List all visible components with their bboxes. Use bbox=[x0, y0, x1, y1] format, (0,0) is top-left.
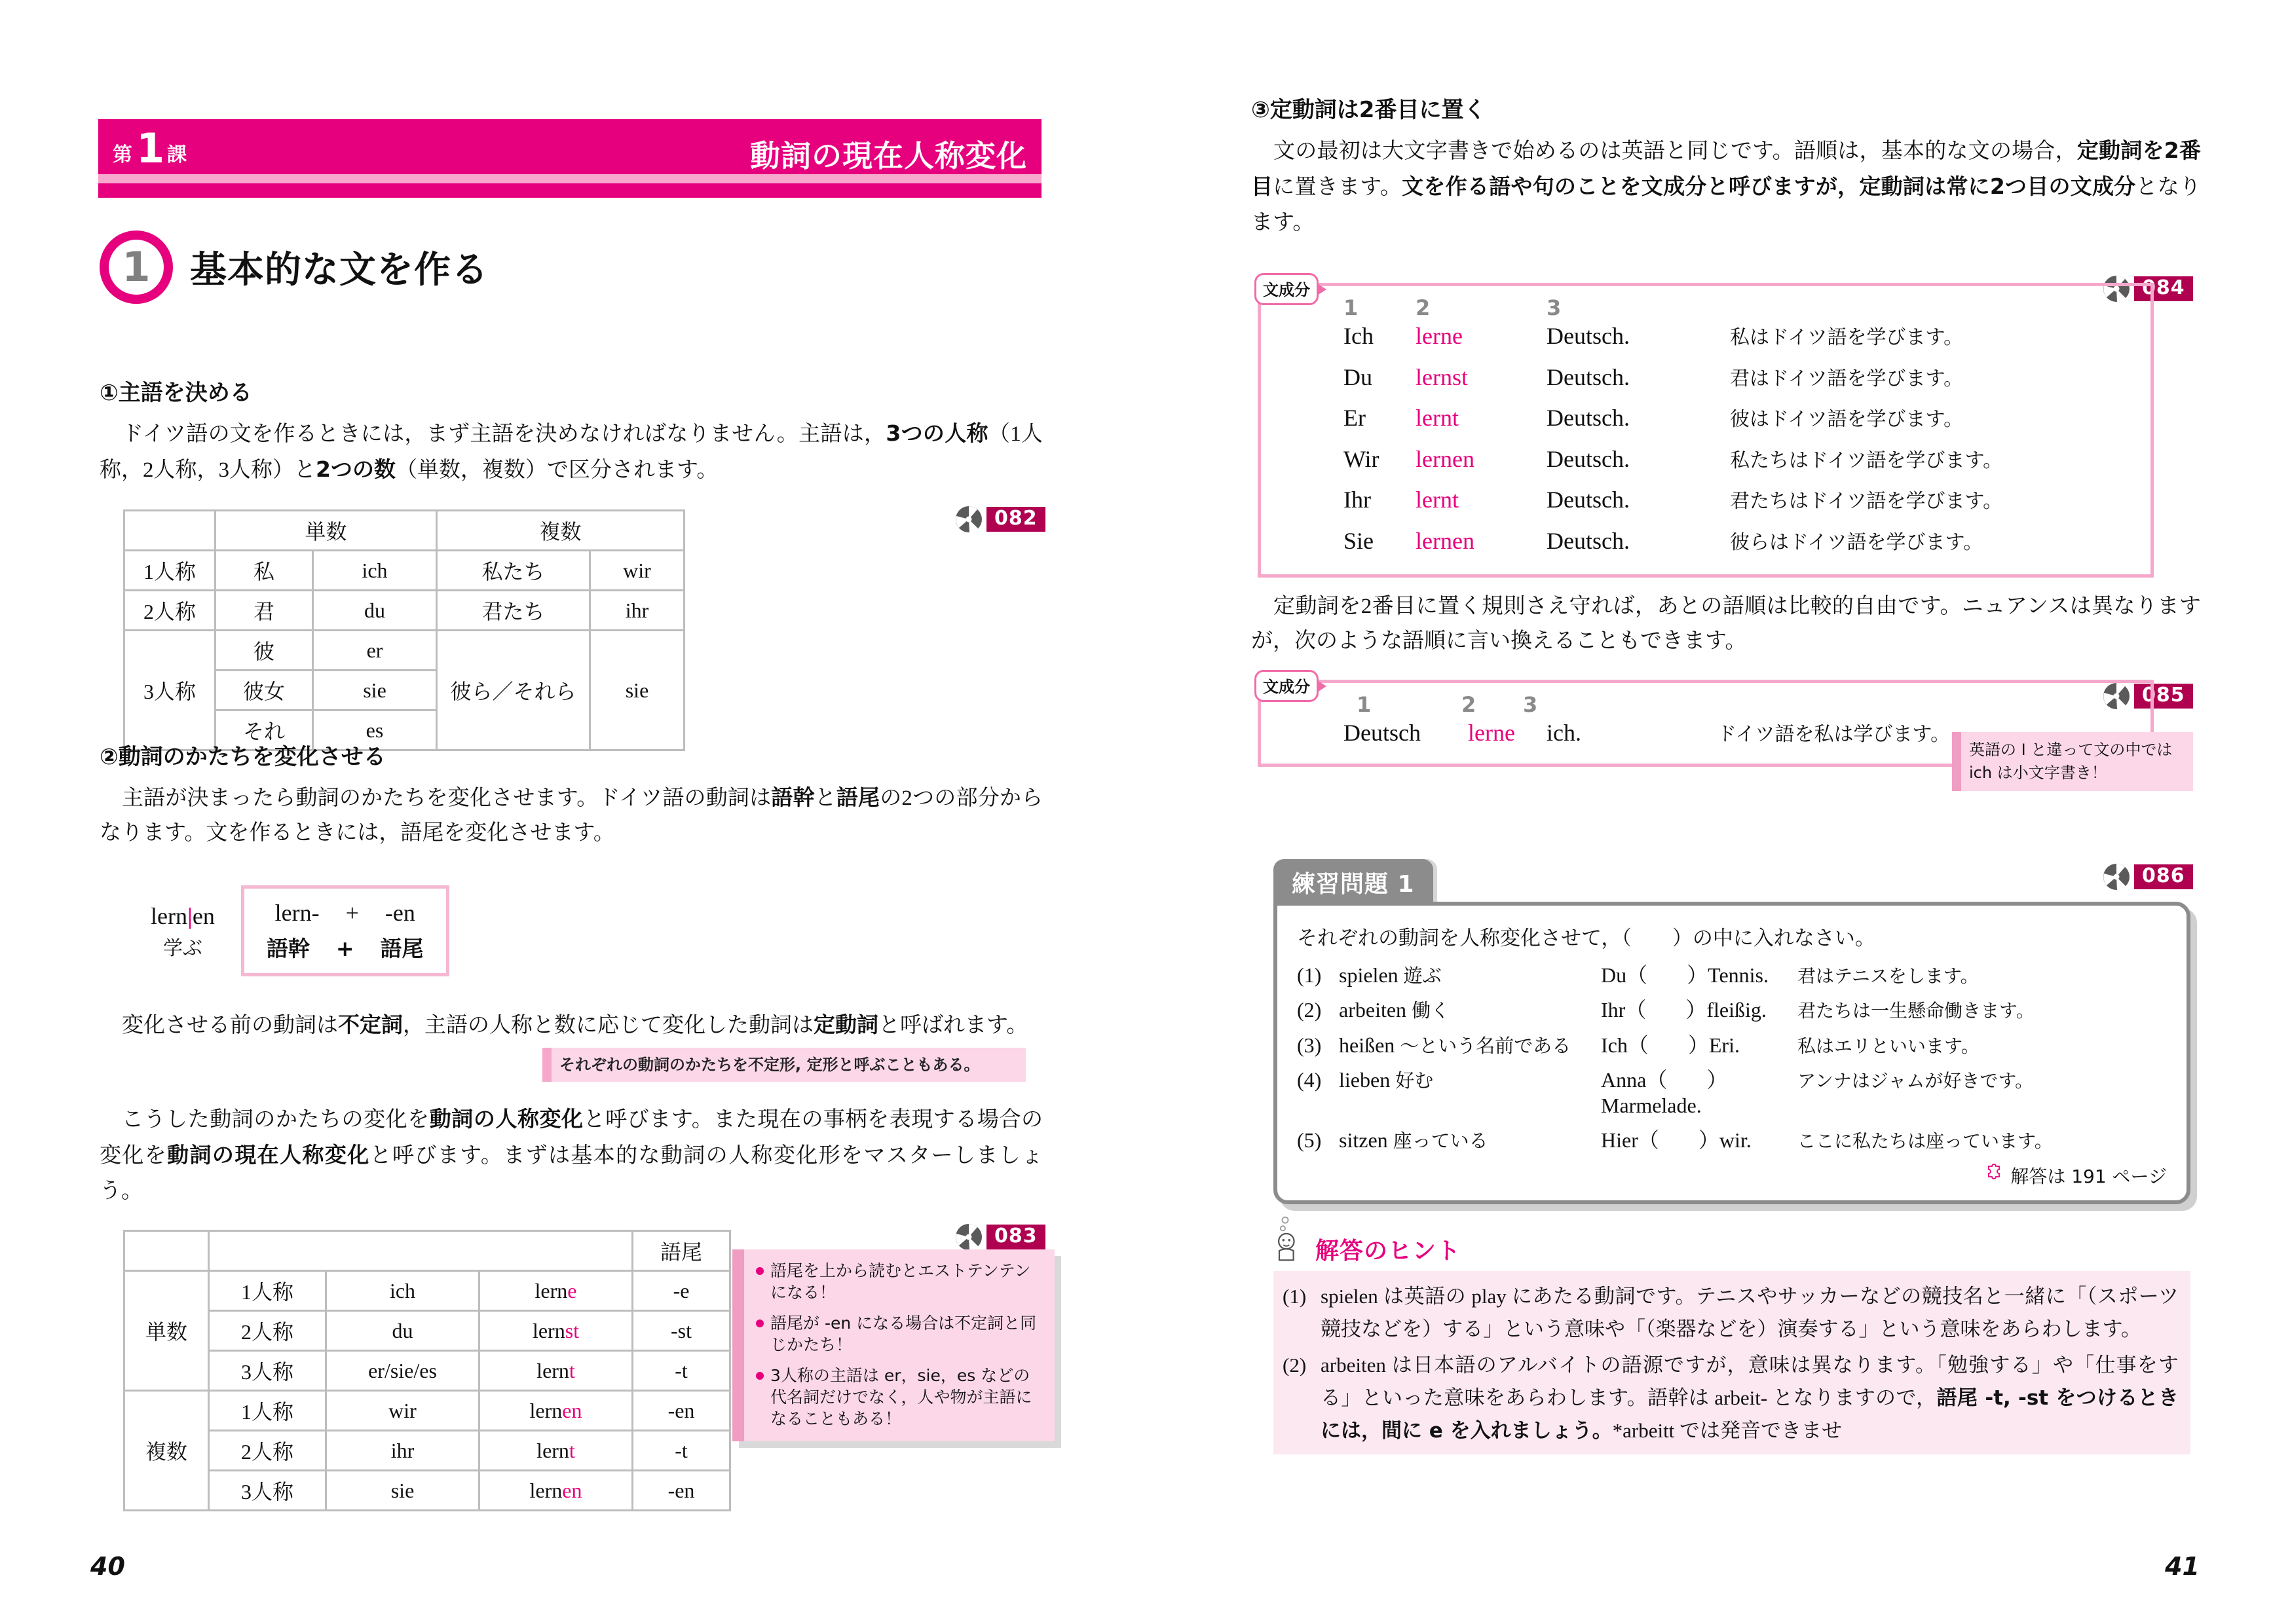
question-verb: sitzen 座っている bbox=[1339, 1128, 1488, 1152]
bunseibun-tag-084 bbox=[1254, 273, 1326, 305]
bunseibun-label: 文成分 bbox=[1254, 670, 1319, 702]
conj-person-3: 3人称 bbox=[209, 1351, 326, 1391]
paragraph-3 bbox=[100, 1007, 1043, 1043]
cd-icon bbox=[955, 506, 983, 533]
subject-cell: Wir bbox=[1343, 445, 1380, 472]
question-translation: アンナはジャムが好きです。 bbox=[1797, 1070, 2034, 1092]
verb-cell: lerne bbox=[1468, 720, 1515, 746]
conj-ending-2: -st bbox=[633, 1311, 730, 1351]
hint-title: 解答のヒント bbox=[1315, 1238, 1461, 1264]
pronoun-sg-de-5: es bbox=[313, 710, 437, 750]
chevron-right-icon bbox=[1317, 284, 1326, 295]
conj-verb-1: lerne bbox=[479, 1271, 633, 1311]
example-row bbox=[1343, 525, 2150, 557]
section-heading bbox=[100, 231, 489, 304]
list-item: 3人称の主語は er，sie，es などの代名詞だけでなく，人や物が主語になることもある！ bbox=[753, 1365, 1043, 1430]
pronoun-pl-de-1: wir bbox=[590, 551, 685, 591]
object-cell: Deutsch. bbox=[1547, 487, 1630, 513]
object-cell: Deutsch. bbox=[1547, 527, 1630, 554]
lesson-prefix: 第 bbox=[113, 143, 132, 166]
side-note-list bbox=[753, 1260, 1043, 1430]
audio-track-number: 083 bbox=[986, 1225, 1045, 1249]
question-number: (4) bbox=[1297, 1068, 1322, 1092]
pronoun-table bbox=[123, 509, 685, 751]
slot-number-3: 3 bbox=[1547, 295, 1562, 320]
para5-d: 文を作る語や句のことを文成分と呼びますが， bbox=[1402, 174, 1860, 200]
lesson-suffix: 課 bbox=[167, 143, 187, 166]
para5-c: に置きます。 bbox=[1273, 175, 1402, 200]
table-row bbox=[124, 631, 685, 671]
lesson-number-group bbox=[113, 124, 187, 172]
para5-f: となります。 bbox=[1251, 175, 2202, 234]
table-row bbox=[124, 1431, 730, 1471]
conjugation-table-wrapper bbox=[123, 1230, 731, 1511]
banner-stripe bbox=[98, 174, 1042, 183]
subject-cell: Sie bbox=[1343, 527, 1374, 554]
para4-e: と呼びます。まずは基本的な動詞の人称変化形をマスターしましょう。 bbox=[100, 1144, 1043, 1203]
question-verb: spielen 遊ぶ bbox=[1339, 963, 1442, 987]
example-box-084 bbox=[1258, 283, 2154, 578]
list-item: 語尾を上から読むとエストテンテンになる！ bbox=[753, 1260, 1043, 1303]
question-translation: ここに私たちは座っています。 bbox=[1797, 1130, 2053, 1152]
translation-cell: 彼はドイツ語を学びます。 bbox=[1730, 408, 1964, 432]
subject-cell: Ihr bbox=[1343, 487, 1371, 513]
conj-pronoun-2: du bbox=[326, 1311, 479, 1351]
conj-person-4: 1人称 bbox=[209, 1391, 326, 1431]
ich-lowercase-note: 英語の I と違って文の中では ich は小文字書き！ bbox=[1952, 732, 2193, 791]
translation-cell: 彼らはドイツ語を学びます。 bbox=[1730, 530, 1983, 554]
hint-body bbox=[1273, 1271, 2190, 1454]
table-row bbox=[124, 511, 685, 551]
paragraph-4 bbox=[100, 1101, 1043, 1209]
question-sentence: Du（ ）Tennis. bbox=[1601, 963, 1769, 987]
conj-person-6: 3人称 bbox=[209, 1471, 326, 1511]
para3-d: 定動詞 bbox=[814, 1012, 878, 1037]
paragraph-5: 定動詞を2番目に置く規則さえ守れば，あとの語順は比較的自由です。ニュアンスは異なりますが，次のような語順に言い換えることもできます。 bbox=[1251, 595, 2201, 654]
slot-number-2: 2 bbox=[1416, 295, 1431, 320]
inline-pink-note: それぞれの動詞のかたちを不定形, 定形と呼ぶこともある。 bbox=[542, 1048, 1026, 1082]
question-number: (5) bbox=[1297, 1128, 1322, 1152]
hint-text: arbeiten は日本語のアルバイトの語源ですが，意味は異なります。「勉強する」や「仕事をする」といった意味をあらわします。語幹は arbeit- となりますので，語尾 -t, -st をつけるときには，間に e を入れましょう。*arbeitt では発音できませ bbox=[1321, 1354, 2179, 1443]
hint-number: (2) bbox=[1283, 1354, 1307, 1377]
conj-blank-2 bbox=[209, 1231, 633, 1271]
conj-verb-5: lernt bbox=[479, 1431, 633, 1471]
verb-cell: lerne bbox=[1416, 323, 1463, 349]
conj-ending-4: -en bbox=[633, 1391, 730, 1431]
para1-c: （1人称，2人称，3人称）と bbox=[100, 422, 1043, 483]
side-note-box bbox=[732, 1249, 1055, 1441]
slot-number-3: 3 bbox=[1523, 692, 1538, 717]
verb-cell: lernen bbox=[1416, 445, 1474, 472]
list-item bbox=[1297, 1033, 2167, 1058]
question-sentence: Ihr（ ）fleißig. bbox=[1601, 998, 1767, 1022]
stem-ending-labels bbox=[267, 932, 424, 963]
audio-badge-082 bbox=[955, 506, 1045, 533]
pronoun-pl-de-2: ihr bbox=[590, 591, 685, 631]
question-sentence: Hier（ ）wir. bbox=[1601, 1128, 1752, 1152]
conj-pronoun-4: wir bbox=[326, 1391, 479, 1431]
conj-person-2: 2人称 bbox=[209, 1311, 326, 1351]
exercise-instruction: それぞれの動詞を人称変化させて，（ ）の中に入れなさい。 bbox=[1297, 927, 1875, 950]
audio-track-number: 082 bbox=[986, 507, 1045, 532]
question-number: (1) bbox=[1297, 963, 1322, 987]
conj-ending-5: -t bbox=[633, 1431, 730, 1471]
para1-a: ドイツ語の文を作るときには，まず主語を決めなければなりません。主語は， bbox=[122, 422, 886, 446]
list-item bbox=[1283, 1280, 2179, 1345]
pronoun-pl-jp-1: 私たち bbox=[437, 551, 590, 591]
conj-person-5: 2人称 bbox=[209, 1431, 326, 1471]
verb-cell: lernt bbox=[1416, 487, 1459, 513]
plus-sign-1: + bbox=[345, 900, 359, 926]
subsection-2-heading: ②動詞のかたちを変化させる bbox=[100, 744, 386, 770]
pronoun-pl-jp-3: 彼ら／それら bbox=[437, 631, 590, 750]
stem-part: lern bbox=[151, 903, 187, 929]
object-cell: Deutsch. bbox=[1547, 323, 1630, 349]
infinitive-split bbox=[151, 898, 215, 963]
pronoun-person-3: 3人称 bbox=[124, 631, 216, 750]
subject-cell: Du bbox=[1343, 363, 1372, 390]
pronoun-th-singular: 単数 bbox=[216, 511, 437, 551]
conj-verb-6: lernen bbox=[479, 1471, 633, 1511]
page-number-right: 41 bbox=[2165, 1552, 2200, 1581]
stem-ending-diagram bbox=[151, 885, 449, 976]
para4-d: 動詞の現在人称変化 bbox=[167, 1142, 370, 1168]
stem-label: 語幹 bbox=[266, 936, 310, 961]
translation-cell: 君たちはドイツ語を学びます。 bbox=[1730, 490, 2003, 513]
para2-c: と bbox=[814, 786, 836, 810]
section-number-circle: 1 bbox=[100, 231, 173, 304]
para4-b: 動詞の人称変化 bbox=[429, 1106, 584, 1132]
subsection-2-paragraph bbox=[100, 780, 1043, 851]
example-row bbox=[1343, 361, 2150, 394]
pronoun-sg-jp-4: 彼女 bbox=[216, 671, 313, 710]
pronoun-sg-de-4: sie bbox=[313, 671, 437, 710]
para5-e: 定動詞は常に2つ目の文成分 bbox=[1859, 174, 2136, 200]
stem-ending-forms bbox=[267, 899, 424, 927]
verb-cell: lernen bbox=[1416, 527, 1474, 554]
table-row bbox=[124, 1311, 730, 1351]
table-row bbox=[124, 1271, 730, 1311]
page-number-left: 40 bbox=[90, 1552, 125, 1581]
table-row bbox=[124, 1391, 730, 1431]
lesson-title: 動詞の現在人称変化 bbox=[750, 138, 1027, 174]
table-row bbox=[124, 1351, 730, 1391]
ending-label: 語尾 bbox=[380, 936, 424, 961]
audio-track-number: 084 bbox=[2134, 276, 2193, 301]
list-item bbox=[1297, 1067, 2167, 1118]
conjugation-table bbox=[123, 1230, 731, 1511]
question-verb: heißen ～という名前である bbox=[1339, 1033, 1571, 1057]
answer-reference bbox=[1297, 1162, 2167, 1189]
stem-form: lern- bbox=[274, 900, 320, 926]
slot-number-1: 1 bbox=[1343, 295, 1359, 320]
chevron-right-icon bbox=[1317, 680, 1326, 692]
question-sentence: Anna（ ）Marmelade. bbox=[1601, 1068, 1728, 1117]
conj-ending-6: -en bbox=[633, 1471, 730, 1511]
pronoun-person-2: 2人称 bbox=[124, 591, 216, 631]
subject-cell: Deutsch bbox=[1343, 720, 1421, 746]
conj-ending-3: -t bbox=[633, 1351, 730, 1391]
conj-pronoun-5: ihr bbox=[326, 1431, 479, 1471]
conj-verb-3: lernt bbox=[479, 1351, 633, 1391]
para3-e: と呼ばれます。 bbox=[878, 1014, 1028, 1037]
question-translation: 君たちは一生懸命働きます。 bbox=[1797, 1000, 2035, 1022]
conj-blank-1 bbox=[124, 1231, 209, 1271]
audio-track-number: 086 bbox=[2134, 864, 2193, 889]
thinking-person-icon bbox=[1273, 1215, 1309, 1266]
conj-ending-1: -e bbox=[633, 1271, 730, 1311]
list-item: 語尾が -en になる場合は不定詞と同じかたち！ bbox=[753, 1312, 1043, 1356]
question-sentence: Ich（ ）Eri. bbox=[1601, 1033, 1740, 1057]
conj-verb-4: lernen bbox=[479, 1391, 633, 1431]
conj-pronoun-3: er/sie/es bbox=[326, 1351, 479, 1391]
question-number: (2) bbox=[1297, 998, 1322, 1022]
para5-b: 定動詞を2番目 bbox=[1251, 138, 2201, 200]
pronoun-sg-de-3: er bbox=[313, 631, 437, 671]
ending-part: en bbox=[192, 903, 215, 929]
list-item bbox=[1297, 1128, 2167, 1153]
object-cell: Deutsch. bbox=[1547, 363, 1630, 390]
pronoun-sg-de-1: ich bbox=[313, 551, 437, 591]
question-number: (3) bbox=[1297, 1033, 1322, 1057]
translation-cell: 君はドイツ語を学びます。 bbox=[1730, 367, 1964, 390]
pronoun-pl-de-3: sie bbox=[590, 631, 685, 750]
para4-c: と呼びます。また現在の事柄を表現する場合の変化を bbox=[100, 1108, 1043, 1168]
para2-a: 主語が決まったら動詞のかたちを変化させます。ドイツ語の動詞は bbox=[122, 786, 772, 810]
slot-number-2: 2 bbox=[1461, 692, 1476, 717]
pronoun-person-1: 1人称 bbox=[124, 551, 216, 591]
translation-cell: 私はドイツ語を学びます。 bbox=[1730, 326, 1964, 349]
conj-number-plural: 複数 bbox=[124, 1391, 209, 1511]
lesson-number: 1 bbox=[136, 124, 164, 172]
example-row bbox=[1343, 443, 2150, 475]
subsection-1-heading: ①主語を決める bbox=[100, 380, 252, 406]
example-row bbox=[1343, 320, 2150, 352]
table-row bbox=[124, 1231, 730, 1271]
conj-verb-2: lernst bbox=[479, 1311, 633, 1351]
para3-a: 変化させる前の動詞は bbox=[122, 1014, 338, 1037]
section-title: 基本的な文を作る bbox=[190, 249, 489, 291]
para1-b: 3つの人称 bbox=[886, 420, 988, 446]
example-row bbox=[1343, 484, 2150, 516]
para2-b: 語幹 bbox=[771, 784, 815, 810]
list-item bbox=[1297, 963, 2167, 987]
infinitive-word bbox=[151, 898, 215, 934]
stem-ending-box bbox=[241, 885, 449, 976]
list-item bbox=[1297, 997, 2167, 1022]
para5-a: 文の最初は大文字書きで始めるのは英語と同じです。語順は，基本的な文の場合， bbox=[1273, 139, 2077, 163]
subject-cell: Ich bbox=[1343, 323, 1374, 349]
hint-section bbox=[1273, 1215, 2190, 1454]
translation-cell: 私たちはドイツ語を学びます。 bbox=[1730, 449, 2003, 472]
bunseibun-tag-085 bbox=[1254, 670, 1326, 702]
hint-header bbox=[1273, 1215, 2190, 1266]
verb-cell: lernt bbox=[1416, 405, 1459, 432]
question-verb: arbeiten 働く bbox=[1339, 998, 1450, 1022]
hint-number: (1) bbox=[1283, 1285, 1307, 1308]
translation-cell: ドイツ語を私は学びます。 bbox=[1717, 723, 1951, 746]
object-cell: ich. bbox=[1547, 720, 1581, 746]
conj-number-singular: 単数 bbox=[124, 1271, 209, 1391]
pronoun-pl-jp-2: 君たち bbox=[437, 591, 590, 631]
para2-e: の2つの部分からなります。文を作るときには，語尾を変化させます。 bbox=[100, 786, 1043, 845]
pronoun-sg-jp-2: 君 bbox=[216, 591, 313, 631]
pronoun-th-blank bbox=[124, 511, 216, 551]
exercise-tab-label: 練習問題 1 bbox=[1273, 859, 1433, 904]
list-item bbox=[1283, 1349, 2179, 1448]
para3-c: ，主語の人称と数に応じて変化した動詞は bbox=[403, 1014, 814, 1037]
lesson-banner bbox=[98, 119, 1042, 198]
cd-icon bbox=[955, 1223, 983, 1251]
subsection-3-paragraph bbox=[1251, 133, 2201, 240]
pronoun-th-plural: 複数 bbox=[437, 511, 685, 551]
hint-text: spielen は英語の play にあたる動詞です。テニスやサッカーなどの競技名と一緒に「（スポーツ競技などを）する」という意味や「（楽器などを）演奏する」という意味をあらわします。 bbox=[1321, 1285, 2179, 1340]
pronoun-sg-jp-1: 私 bbox=[216, 551, 313, 591]
subsection-3-heading: ③定動詞は2番目に置く bbox=[1251, 97, 1486, 123]
bunseibun-label: 文成分 bbox=[1254, 273, 1319, 305]
example-row bbox=[1343, 402, 2150, 434]
object-cell: Deutsch. bbox=[1547, 445, 1630, 472]
audio-badge-083 bbox=[955, 1223, 1045, 1251]
para4-a: こうした動詞のかたちの変化を bbox=[122, 1108, 430, 1132]
conj-pronoun-1: ich bbox=[326, 1271, 479, 1311]
conj-person-1: 1人称 bbox=[209, 1271, 326, 1311]
table-row bbox=[124, 551, 685, 591]
subsection-1-paragraph bbox=[100, 416, 1043, 489]
object-cell: Deutsch. bbox=[1547, 405, 1630, 432]
table-row bbox=[124, 1471, 730, 1511]
infinitive-meaning: 学ぶ bbox=[162, 937, 202, 960]
page-right bbox=[1145, 0, 2290, 1624]
para2-d: 語尾 bbox=[836, 784, 880, 810]
puzzle-piece-icon bbox=[1985, 1164, 2005, 1188]
plus-sign-2: + bbox=[335, 936, 354, 961]
question-verb: lieben 好む bbox=[1339, 1068, 1434, 1092]
para3-b: 不定詞 bbox=[338, 1012, 403, 1037]
slot-numbers-084 bbox=[1343, 295, 1730, 320]
subject-cell: Er bbox=[1343, 405, 1366, 432]
verb-cell: lernst bbox=[1416, 363, 1468, 390]
question-translation: 私はエリといいます。 bbox=[1797, 1035, 1980, 1057]
question-translation: 君はテニスをします。 bbox=[1797, 965, 1979, 987]
split-bar: | bbox=[187, 903, 193, 929]
conj-ending-header: 語尾 bbox=[633, 1231, 730, 1271]
slot-number-1: 1 bbox=[1357, 692, 1372, 717]
exercise-card bbox=[1273, 859, 2190, 1204]
exercise-body bbox=[1273, 902, 2190, 1204]
ending-form: -en bbox=[385, 900, 415, 926]
pronoun-sg-jp-5: それ bbox=[216, 710, 313, 750]
para1-e: （単数，複数）で区分されます。 bbox=[395, 458, 719, 483]
answer-page-text: 解答は 191 ページ bbox=[2010, 1166, 2167, 1188]
audio-track-number: 085 bbox=[2134, 684, 2193, 709]
table-row bbox=[124, 591, 685, 631]
para1-d: 2つの数 bbox=[316, 456, 396, 483]
pronoun-sg-jp-3: 彼 bbox=[216, 631, 313, 671]
pronoun-sg-de-2: du bbox=[313, 591, 437, 631]
conj-pronoun-6: sie bbox=[326, 1471, 479, 1511]
slot-numbers-085 bbox=[1357, 692, 1582, 717]
pronoun-table-wrapper bbox=[123, 509, 685, 751]
